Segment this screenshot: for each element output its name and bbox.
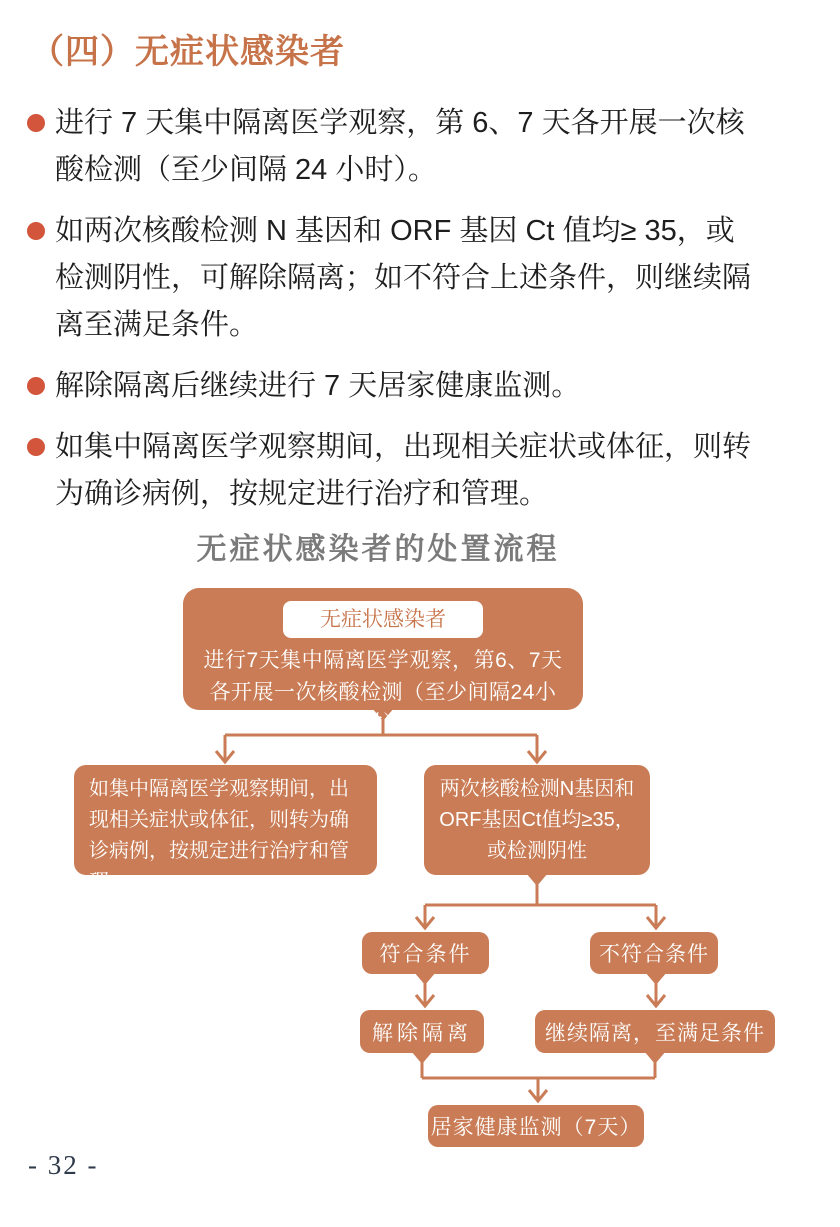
section-heading: （四）无症状感染者 xyxy=(30,33,345,71)
flow-node-home-monitoring: 居家健康监测（7天） xyxy=(428,1105,644,1147)
page-number: - 32 - xyxy=(28,1150,99,1180)
bullet-icon xyxy=(27,114,45,132)
flow-node-root xyxy=(183,588,583,735)
bullet-item xyxy=(0,208,755,349)
bullet-text: 如两次核酸检测 N 基因和 ORF 基因 Ct 值均≥ 35，或检测阴性，可解除隔离；如不符合上述条件，则继续隔离至满足条件。 xyxy=(55,215,752,342)
bullet-icon xyxy=(27,377,45,395)
bullet-item xyxy=(0,363,755,410)
bullet-item xyxy=(0,100,755,194)
bullet-list xyxy=(0,100,840,518)
bullet-icon xyxy=(27,438,45,456)
flowchart-title: 无症状感染者的处置流程 xyxy=(196,533,560,566)
flow-node-root-label: 无症状感染者 xyxy=(283,601,483,638)
flow-node-symptom-branch: 如集中隔离医学观察期间，出现相关症状或体征，则转为确诊病例，按规定进行治疗和管理 xyxy=(74,765,377,875)
flow-node-fails-condition: 不符合条件 xyxy=(590,932,718,974)
flow-node-release-isolation: 解除隔离 xyxy=(360,1010,484,1053)
flow-node-continue-isolation: 继续隔离，至满足条件 xyxy=(535,1010,775,1053)
bullet-item xyxy=(0,424,755,518)
flowchart xyxy=(0,520,840,1180)
bullet-icon xyxy=(27,222,45,240)
bullet-text: 进行 7 天集中隔离医学观察，第 6、7 天各开展一次核酸检测（至少间隔 24 小时）。 xyxy=(55,107,745,187)
flow-node-root-detail: 进行7天集中隔离医学观察，第6、7天各开展一次核酸检测（至少间隔24小时） xyxy=(203,649,563,735)
flow-node-meets-condition: 符合条件 xyxy=(362,932,489,974)
flow-node-test-branch: 两次核酸检测N基因和ORF基因Ct值均≥35，或检测阴性 xyxy=(424,765,650,875)
bullet-text: 如集中隔离医学观察期间，出现相关症状或体征，则转为确诊病例，按规定进行治疗和管理。 xyxy=(55,431,752,510)
bullet-text: 解除隔离后继续进行 7 天居家健康监测。 xyxy=(55,370,581,403)
